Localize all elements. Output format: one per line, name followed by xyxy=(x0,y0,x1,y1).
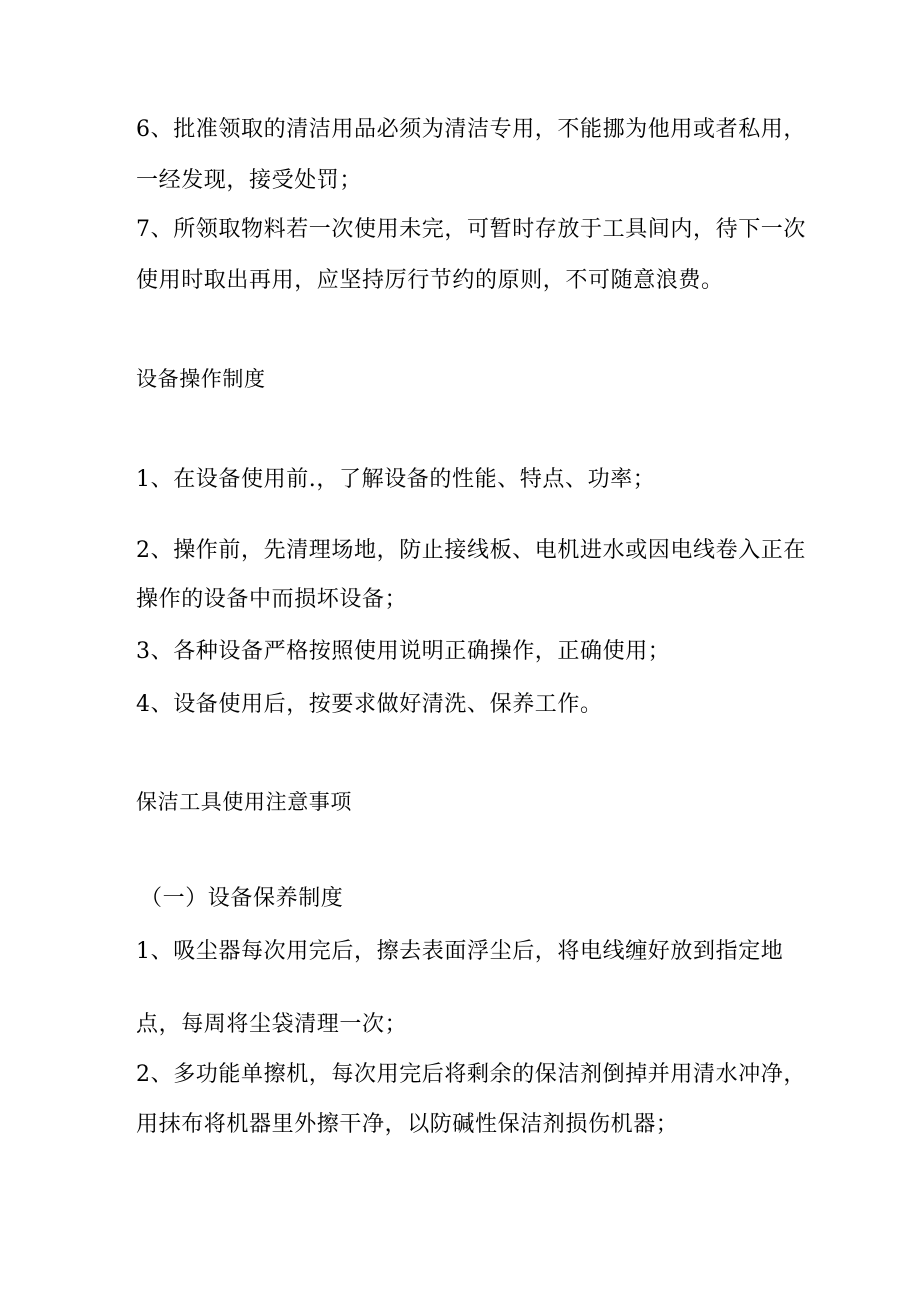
text-line-maintenance-1-part2: 点，每周将尘袋清理一次； xyxy=(136,1012,408,1037)
text-line-operation-2-part2: 操作的设备中而损坏设备； xyxy=(136,587,408,612)
section-heading-cleaning-tools: 保洁工具使用注意事项 xyxy=(136,790,352,814)
text-line-rule-6-part1: 6、批准领取的清洁用品必须为清洁专用，不能挪为他用或者私用， xyxy=(136,117,806,142)
text-line-maintenance-2-part1: 2、多功能单擦机，每次用完后将剩余的保洁剂倒掉并用清水冲净， xyxy=(136,1062,806,1087)
text-line-rule-6-part2: 一经发现，接受处罚； xyxy=(136,168,363,193)
text-line-operation-1: 1、在设备使用前.，了解设备的性能、特点、功率； xyxy=(136,467,656,492)
text-line-maintenance-2-part2: 用抹布将机器里外擦干净，以防碱性保洁剂损伤机器； xyxy=(136,1112,679,1137)
text-line-rule-7-part1: 7、所领取物料若一次使用未完，可暂时存放于工具间内，待下一次 xyxy=(136,217,806,242)
text-line-rule-7-part2: 使用时取出再用，应坚持厉行节约的原则，不可随意浪费。 xyxy=(136,268,724,293)
text-line-operation-3: 3、各种设备严格按照使用说明正确操作，正确使用； xyxy=(136,639,671,664)
text-line-operation-2-part1: 2、操作前，先清理场地，防止接线板、电机进水或因电线卷入正在 xyxy=(136,538,806,563)
text-line-maintenance-1-part1: 1、吸尘器每次用完后，擦去表面浮尘后，将电线缠好放到指定地 xyxy=(136,939,784,964)
section-heading-equipment-operation: 设备操作制度 xyxy=(136,367,266,391)
subsection-heading-maintenance: （一）设备保养制度 xyxy=(140,886,344,911)
text-line-operation-4: 4、设备使用后，按要求做好清洗、保养工作。 xyxy=(136,692,603,717)
